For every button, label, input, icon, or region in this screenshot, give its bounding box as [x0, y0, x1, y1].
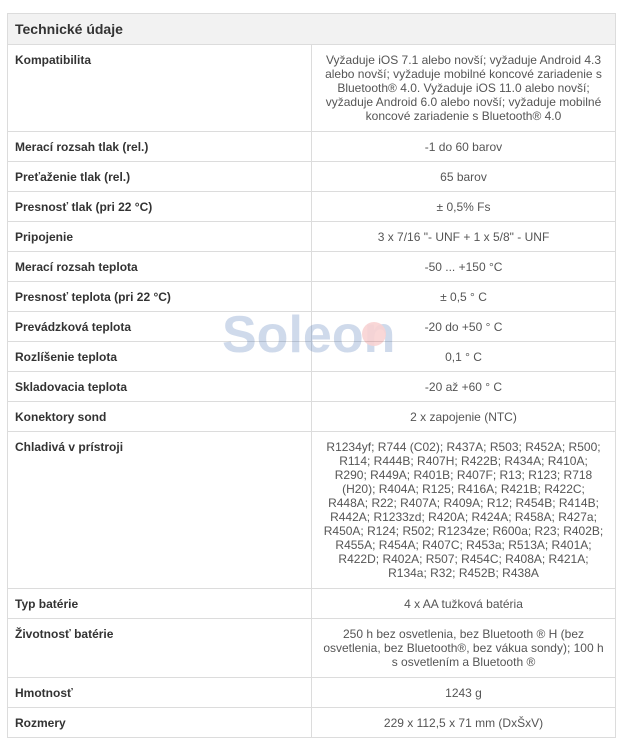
- row-label: Presnosť teplota (pri 22 °C): [8, 282, 312, 312]
- row-value: 3 x 7/16 "- UNF + 1 x 5/8" - UNF: [312, 222, 616, 252]
- row-value: 4 x AA tužková batéria: [312, 589, 616, 619]
- row-value: Vyžaduje iOS 7.1 alebo novší; vyžaduje Android 4.3 alebo novší; vyžaduje mobilné koncové zariadenie s Bluetooth® 4.0. Vyžaduje iOS 11.0 alebo novší; vyžaduje Android 6.0 alebo novší; vyžaduje mobilné koncové zariadenie s Bluetooth® 4.0: [312, 45, 616, 132]
- row-value: 229 x 112,5 x 71 mm (DxŠxV): [312, 708, 616, 738]
- table-row: [8, 342, 616, 372]
- table-row: [8, 222, 616, 252]
- row-label: Preťaženie tlak (rel.): [8, 162, 312, 192]
- row-value: R1234yf; R744 (C02); R437A; R503; R452A; R500; R114; R444B; R407H; R422B; R434A; R410A; R290; R449A; R401B; R407F; R13; R123; R718 (H20); R404A; R125; R416A; R421B; R422C; R448A; R22; R407A; R409A; R12; R454B; R414B; R442A; R1233zd; R420A; R424A; R458A; R427a; R450A; R124; R502; R1234ze; R600a; R23; R402B; R455A; R454A; R407C; R453a; R513A; R401A; R422D; R402A; R507; R454C; R408A; R421A; R134a; R32; R452B; R438A: [312, 432, 616, 589]
- table-title: Technické údaje: [8, 14, 616, 45]
- row-value: -20 do +50 ° C: [312, 312, 616, 342]
- row-label: Presnosť tlak (pri 22 °C): [8, 192, 312, 222]
- row-value: 65 barov: [312, 162, 616, 192]
- row-label: Chladivá v prístroji: [8, 432, 312, 589]
- row-value: 2 x zapojenie (NTC): [312, 402, 616, 432]
- row-label: Konektory sond: [8, 402, 312, 432]
- row-value: 1243 g: [312, 678, 616, 708]
- row-label: Typ batérie: [8, 589, 312, 619]
- row-label: Rozlíšenie teplota: [8, 342, 312, 372]
- watermark-text: Soleon: [222, 306, 396, 364]
- table-row: [8, 678, 616, 708]
- table-header-row: [8, 14, 616, 45]
- row-value: -1 do 60 barov: [312, 132, 616, 162]
- row-label: Rozmery: [8, 708, 312, 738]
- table-row: [8, 282, 616, 312]
- table-row: [8, 589, 616, 619]
- row-label: Prevádzková teplota: [8, 312, 312, 342]
- table-row: [8, 162, 616, 192]
- row-value: 0,1 ° C: [312, 342, 616, 372]
- table-row: [8, 432, 616, 589]
- spec-table: [7, 13, 616, 738]
- spec-table-container: [7, 13, 616, 738]
- row-label: Merací rozsah tlak (rel.): [8, 132, 312, 162]
- row-value: -50 ... +150 °C: [312, 252, 616, 282]
- table-row: [8, 312, 616, 342]
- row-value: ± 0,5 ° C: [312, 282, 616, 312]
- table-row: [8, 372, 616, 402]
- table-row: [8, 192, 616, 222]
- table-row: [8, 402, 616, 432]
- table-row: [8, 132, 616, 162]
- row-label: Pripojenie: [8, 222, 312, 252]
- row-label: Merací rozsah teplota: [8, 252, 312, 282]
- row-label: Životnosť batérie: [8, 619, 312, 678]
- row-value: 250 h bez osvetlenia, bez Bluetooth ® H (bez osvetlenia, bez Bluetooth®, bez vákua sondy); 100 h s osvetlením a Bluetooth ®: [312, 619, 616, 678]
- row-label: Kompatibilita: [8, 45, 312, 132]
- table-row: [8, 619, 616, 678]
- row-value: ± 0,5% Fs: [312, 192, 616, 222]
- table-row: [8, 708, 616, 738]
- row-label: Hmotnosť: [8, 678, 312, 708]
- table-row: [8, 252, 616, 282]
- row-value: -20 až +60 ° C: [312, 372, 616, 402]
- table-row: [8, 45, 616, 132]
- row-label: Skladovacia teplota: [8, 372, 312, 402]
